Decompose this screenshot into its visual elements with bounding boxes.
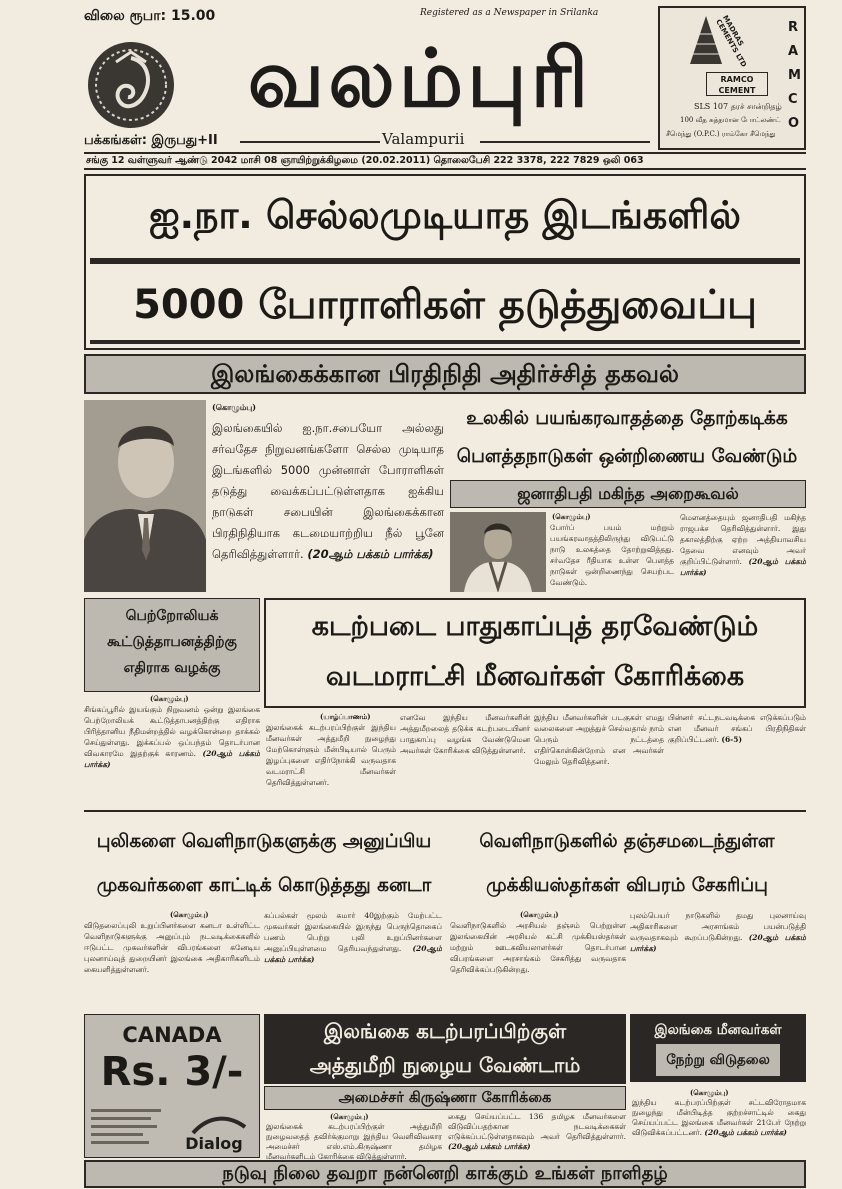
lead-continued: (20ஆம் பக்கம் பார்க்க) xyxy=(307,547,434,561)
ad-country: CANADA xyxy=(122,1023,222,1047)
canada-headline-1: புலிகளை வெளிநாடுகளுக்கு அனுப்பிய xyxy=(96,831,432,852)
minister-headline-2: அத்துமீறி நுழைய வேண்டாம் xyxy=(309,1053,581,1077)
abroad-body-2 xyxy=(630,910,806,1008)
story2-headline-2: பௌத்தநாடுகள் ஒன்றிணைய வேண்டும் xyxy=(456,446,798,467)
story2-body-left: போர்ப் பயம் மற்றும் பயங்கரவாதத்திலிருந்து விடுபட்டு நாடு உலகத்தை தோற்றுவித்தது. சர்வதேச ரீதியாக உள்ள பௌத்த நாடுகள் ஒன்றிணைந்து செயற்பட வேண்டும். xyxy=(550,523,674,587)
abroad-dateline: (கொழும்பு) xyxy=(520,910,559,919)
side-headline-box xyxy=(84,598,260,692)
navy-body-1: இலங்கைக் கடற்பரப்பிற்குள் இந்திய மீனவர்கள் அத்துமீறி நுழைந்து மேற்கொள்ளும் மீன்பிடியால் பெரும் இழப்புகளை எதிர்நோக்கி வருவதாக வடமராட்சி மீனவர்கள் தெரிவித்துள்ளனர். xyxy=(266,723,396,787)
abroad-continued: (20ஆம் பக்கம் பார்க்க) xyxy=(630,933,806,953)
ad-line-2: 100 வீத சுத்தமான போட்லண்ட் xyxy=(680,116,781,124)
side-dateline: (கொழும்பு) xyxy=(150,694,189,703)
ad-price: Rs. 3/- xyxy=(100,1049,244,1095)
abroad-body-2-text: புலம்பெயர் நாடுகளில் தமது புலனாய்வு அதிகாரிகளை அரசாங்கம் பயன்படுத்தி வருவதாகவும் கூறப்படுகின்றது. xyxy=(630,911,806,942)
lead-headline-2: 5000 போராளிகள் தடுத்துவைப்பு xyxy=(133,282,757,328)
side-body xyxy=(84,704,260,804)
navy-headline-2: வடமராட்சி மீனவர்கள் கோரிக்கை xyxy=(325,661,745,692)
side-headline-1: பெற்றோலியக் xyxy=(125,608,219,624)
story2-continued: (20ஆம் பக்கம் பார்க்க) xyxy=(680,557,806,577)
minister-headline-1: இலங்கை கடற்பரப்பிற்குள் xyxy=(323,1019,567,1043)
lead-dateline: (கொழும்பு) xyxy=(212,402,257,412)
title-rule-right xyxy=(480,141,650,143)
lead-subhead-bar xyxy=(84,354,806,394)
lead-headline-1: ஐ.நா. செல்லமுடியாத இடங்களில் xyxy=(149,193,741,237)
lead-headline-rule-bottom xyxy=(90,340,800,344)
minister-kicker-bar xyxy=(264,1086,626,1110)
navy-dateline: (யாழ்ப்பாணம்) xyxy=(320,712,371,721)
ad-brand-badge: RAMCO CEMENT xyxy=(706,72,768,96)
footer-slogan-bar xyxy=(84,1160,806,1188)
minister-headline-box xyxy=(264,1014,626,1084)
registered-line: Registered as a Newspaper in Srilanka xyxy=(420,8,599,18)
navy-body-2: எனவே இந்திய மீனவர்களின் அத்துமீறலைத் தடுக்க கடற்படையினர் பாதுகாப்பு வழங்க வேண்டுமென அவர்கள் கோரிக்கை விடுத்துள்ளனர். xyxy=(400,713,530,755)
navy-body-4-text: பின்னர் சட்டநடவடிக்கை எடுக்கப்படும் என மீனவர் சங்கப் பிரதிநிதிகள் குறிப்பிட்டனர். xyxy=(668,713,806,744)
navy-headline-box xyxy=(264,598,806,708)
ad-line-3: சீமெந்து (O.P.C.) ராம்கோ சீமெந்து xyxy=(666,130,776,138)
canada-body-2 xyxy=(264,910,442,1008)
canada-headline-2: முகவர்களை காட்டிக் கொடுத்தது கனடா xyxy=(96,875,432,896)
minister-body-1: இலங்கைக் கடற்பரப்பிற்குள் அத்துமீறி நுழைவதைத் தவிர்க்குமாறு இந்திய வெளிவிவகார அமைச்சர் எஸ்.எம்.கிருஷ்ணா தமிழக மீனவர்களிடம் கோரிக்கை விடுத்துள்ளார். xyxy=(266,1122,442,1160)
dateline-bar xyxy=(84,152,806,170)
ad-line-1: SLS 107 தரச் சான்றிதழ் xyxy=(694,102,782,111)
side-body-text: சிங்கப்பூரில் இயங்கும் நிறுவனம் ஒன்று இலங்கை பெற்றோலியக் கூட்டுத்தாபனத்திற்கு எதிராக பிரித்தானிய நீதிமன்றத்தில் வழக்கொன்றை தாக்கல் செய்துள்ளது. இக்கப்பல் ஒப்பந்தம் தொடர்பான விவகாரமே இதற்குக் காரணம். xyxy=(84,705,260,758)
dialog-canada-ad xyxy=(84,1014,260,1158)
lead-subhead: இலங்கைக்கான பிரதிநிதி அதிர்ச்சித் தகவல் xyxy=(211,360,679,388)
canada-body-2-text: கப்பல்கள் மூலம் சுமார் 40இற்கும் மேற்பட்ட முகவர்கள் இலங்கையில் இருந்து பெருந்தொகைப் பணம் பெற்று புலி உறுப்பினர்களை அனுப்பியுள்ளமை தெரியவந்துள்ளது. xyxy=(264,911,442,953)
ad-brand: Dialog xyxy=(185,1134,243,1153)
lead-body-text: இலங்கையில் ஐ.நா.சபையோ அல்லது சர்வதேச நிறுவனங்களோ செல்ல முடியாத இடங்களில் 5000 முன்னாள் போராளிகள் தடுத்து வைக்கப்பட்டுள்ளதாக ஐக்கிய நாடுகள் சபையின் இலங்கைக்கான பிரதிநிதியாக கடமையாற்றிய நீல் பூனே தெரிவித்துள்ளார். xyxy=(212,421,444,561)
canada-body-1: விடுதலைப்புலி உறுப்பினர்களை கனடா உள்ளிட்ட வெளிநாடுகளுக்கு அனுப்பும் நடவடிக்கைகளில் ஈடுபட்ட முகவர்களின் விபரங்களை கனேடிய புலனாய்வுத் துறையினர் இலங்கை அதிகாரிகளிடம் கையளித்துள்ளனர். xyxy=(84,921,260,974)
fishermen-body xyxy=(632,1098,806,1160)
dateline-text: சங்கு 12 வள்ளுவர் ஆண்டு 2042 மாசி 08 ஞாயிற்றுக்கிழமை (20.02.2011) தொலைபேசி 222 3378, 222 7829 ஒலி 063 xyxy=(86,155,644,166)
canada-dateline: (கொழும்பு) xyxy=(170,910,209,919)
lead-headline-rule xyxy=(90,258,800,264)
story2-kicker-bar xyxy=(450,480,806,508)
canada-continued: (20ஆம் பக்கம் பார்க்க) xyxy=(264,944,442,964)
abroad-body-1: வெளிநாடுகளில் அரசியல் தஞ்சம் பெற்றுள்ள இலங்கையின் அரசியல் கட்சி முக்கியஸ்தர்கள் மற்றும் ஊடகவியலாளர்கள் தொடர்பான விபரங்களை அரசாங்கம் சேகரித்து வருவதாக தெரிவிக்கப்படுகின்றது. xyxy=(450,921,626,974)
title-rule-left xyxy=(240,141,380,143)
section-rule xyxy=(84,810,806,812)
navy-headline-1: கடற்படை பாதுகாப்புத் தரவேண்டும் xyxy=(311,611,759,642)
ramco-cement-ad xyxy=(658,6,806,150)
ad-company-name: MADRAS CEMENTS LTD xyxy=(714,14,748,69)
navy-continued: (6-5) xyxy=(721,735,743,744)
navy-body-4 xyxy=(668,712,806,804)
abroad-headline-1: வெளிநாடுகளில் தஞ்சமடைந்துள்ள xyxy=(479,831,775,852)
latin-title: Valampurii xyxy=(382,130,465,148)
story2-body-right xyxy=(680,512,806,592)
story2-headline-1: உலகில் பயங்கரவாதத்தை தோற்கடிக்க xyxy=(466,408,788,429)
side-headline-3: எதிராக வழக்கு xyxy=(123,660,221,676)
story2-kicker: ஜனாதிபதி மகிந்த அறைகூவல் xyxy=(517,484,739,503)
fishermen-headline-2: நேற்று விடுதலை xyxy=(666,1052,770,1068)
price-label: விலை ரூபா: 15.00 xyxy=(84,8,216,24)
story2-photo-president xyxy=(450,512,546,592)
ad-fine-print xyxy=(91,1107,171,1151)
lead-photo-neil-buhne xyxy=(84,400,206,592)
fishermen-dateline: (கொழும்பு) xyxy=(690,1088,729,1097)
minister-kicker: அமைச்சர் கிருஷ்ணா கோரிக்கை xyxy=(338,1090,552,1106)
story2-dateline: (கொழும்பு) xyxy=(552,512,591,521)
fishermen-body-text: இந்திய கடற்பரப்பிற்குள் சட்டவிரோதமாக நுழைந்து மீன்பிடித்த குற்றச்சாட்டில் கைது செய்யப்பட்ட இலங்கை மீனவர்கள் 21பேர் நேற்று விடுவிக்கப்பட்டனர். xyxy=(632,1098,806,1137)
side-continued: (20ஆம் பக்கம் பார்க்க) xyxy=(84,749,260,769)
minister-body-2 xyxy=(448,1112,626,1160)
fishermen-headline-1: இலங்கை மீனவர்கள் xyxy=(654,1022,782,1038)
minister-dateline: (கொழும்பு) xyxy=(330,1112,369,1121)
story2-body-right-text: மௌனத்தையும் ஜனாதிபதி மகிந்த ராஜபக்ச தெரிவித்துள்ளார். இது தகாலத்திற்கு ஏற்ற அத்தியாவசிய தேவை எனவும் அவர் குறிப்பிட்டுள்ளார். xyxy=(680,513,806,566)
abroad-headline-2: முக்கியஸ்தர்கள் விபரம் சேகரிப்பு xyxy=(486,875,768,896)
minister-continued: (20ஆம் பக்கம் பார்க்க) xyxy=(448,1142,531,1151)
fishermen-continued: (20ஆம் பக்கம் பார்க்க) xyxy=(704,1128,787,1137)
minister-body-2-text: கைது செய்யப்பட்ட 136 தமிழக மீனவர்களை விடுவிப்பதற்கான நடவடிக்கைகள் எடுக்கப்பட்டுள்ளதாகவும் அவர் தெரிவித்துள்ளார். xyxy=(448,1112,626,1141)
newspaper-title: வலம்புரி xyxy=(247,32,593,125)
conch-emblem-logo xyxy=(86,40,176,130)
footer-slogan: நடுவு நிலை தவறா நன்னெறி காக்கும் உங்கள் நாளிதழ் xyxy=(222,1163,668,1184)
ad-side-text: RAMCO xyxy=(788,20,801,131)
lead-headline-box xyxy=(84,174,806,350)
pages-label: பக்கங்கள்: இருபது+II xyxy=(84,133,218,148)
navy-body-3: இந்திய மீனவர்களின் படகுகள் எமது வலைகளை அறுத்துச் செல்வதால் நாம் பெரும் நட்டத்தை எதிர்கொள்கின்றோம் என அவர்கள் மேலும் தெரிவித்தனர். xyxy=(534,713,664,766)
fishermen-headline-2-box xyxy=(656,1044,780,1076)
side-headline-2: கூட்டுத்தாபனத்திற்கு xyxy=(107,634,237,650)
lead-body xyxy=(212,418,444,580)
